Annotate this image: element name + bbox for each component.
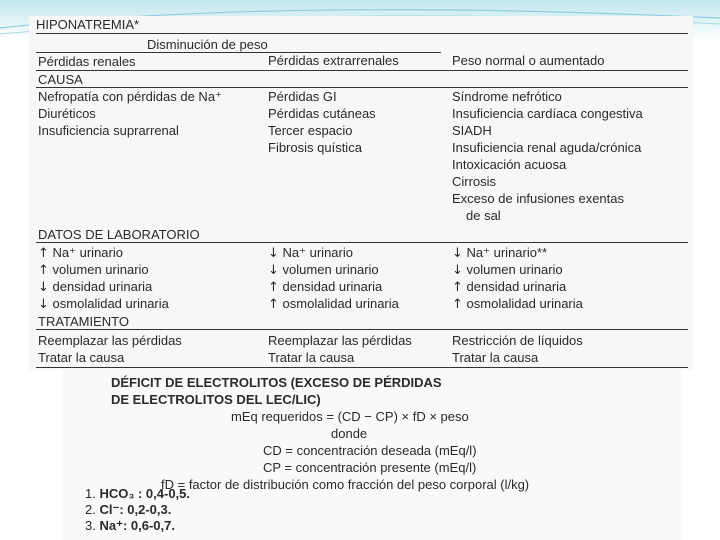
lab-rule — [36, 242, 688, 243]
causa-col3-item: Cirrosis — [452, 174, 497, 189]
hiponatremia-table-scan — [29, 16, 693, 370]
formula-fd-definition: fD = factor de distribución como fracción del peso corporal (l/kg) — [161, 477, 530, 492]
lab-arrow-icon: ↑ — [268, 297, 279, 312]
causa-col2-item: Tercer espacio — [268, 123, 353, 138]
tratamiento-rule — [36, 329, 688, 330]
causa-col3-item: de sal — [466, 208, 501, 223]
lab-arrow-icon: ↓ — [452, 263, 463, 278]
lab-arrow-icon: ↑ — [38, 246, 49, 261]
lab-col3-item: ↑ osmolalidad urinaria — [452, 296, 583, 312]
formula-cp-definition: CP = concentración presente (mEq/l) — [263, 460, 477, 475]
lab-col1-item: ↓ densidad urinaria — [38, 279, 153, 295]
causa-label: CAUSA — [38, 72, 83, 87]
header-rule — [36, 70, 688, 71]
lab-col3-item: ↓ Na⁺ urinario** — [452, 245, 548, 261]
causa-col3-item: Exceso de infusiones exentas — [452, 191, 624, 206]
span-header: Disminución de peso — [147, 37, 268, 52]
causa-col3-item: SIADH — [452, 123, 492, 138]
tratamiento-col3-item: Restricción de líquidos — [452, 333, 583, 348]
causa-col1-item: Insuficiencia suprarrenal — [38, 123, 179, 138]
lab-col1-item: ↑ Na⁺ urinario — [38, 245, 123, 261]
col3-header: Peso normal o aumentado — [452, 53, 605, 68]
tratamiento-col3-item: Tratar la causa — [452, 350, 539, 365]
electrolyte-deficit-scan — [63, 370, 681, 540]
tratamiento-col1-item: Reemplazar las pérdidas — [38, 333, 182, 348]
causa-col3-item: Síndrome nefrótico — [452, 89, 562, 104]
col1-header: Pérdidas renales — [38, 54, 136, 69]
lab-col3-item: ↓ volumen urinario — [452, 262, 563, 278]
lab-col2-item: ↑ osmolalidad urinaria — [268, 296, 399, 312]
lab-col1-item: ↑ volumen urinario — [38, 262, 149, 278]
formula-equation: mEq requeridos = (CD − CP) × fD × peso — [231, 409, 469, 424]
formula-list-item: 2. Cl⁻: 0,2-0,3. — [85, 502, 172, 517]
causa-col2-item: Pérdidas cutáneas — [268, 106, 376, 121]
tratamiento-label: TRATAMIENTO — [38, 314, 129, 329]
lab-col1-item: ↓ osmolalidad urinaria — [38, 296, 169, 312]
causa-col3-item: Insuficiencia renal aguda/crónica — [452, 140, 642, 155]
formula-cd-definition: CD = concentración deseada (mEq/l) — [263, 443, 477, 458]
table-bottom-rule — [36, 367, 688, 368]
table-title: HIPONATREMIA* — [36, 17, 140, 32]
lab-arrow-icon: ↓ — [38, 280, 49, 295]
lab-col3-item: ↑ densidad urinaria — [452, 279, 567, 295]
lab-arrow-icon: ↑ — [268, 280, 279, 295]
table-top-rule — [36, 33, 688, 34]
formula-donde: donde — [331, 426, 368, 441]
lab-arrow-icon: ↓ — [38, 297, 49, 312]
lab-arrow-icon: ↓ — [268, 263, 279, 278]
causa-col3-item: Intoxicación acuosa — [452, 157, 567, 172]
causa-col3-item: Insuficiencia cardíaca congestiva — [452, 106, 643, 121]
lab-arrow-icon: ↓ — [268, 246, 279, 261]
lab-arrow-icon: ↓ — [452, 246, 463, 261]
col2-header: Pérdidas extrarrenales — [268, 53, 399, 68]
causa-col1-item: Nefropatía con pérdidas de Na⁺ — [38, 89, 222, 104]
tratamiento-col2-item: Reemplazar las pérdidas — [268, 333, 412, 348]
formula-list-item: 1. HCO₃ : 0,4-0,5. — [85, 486, 191, 501]
lab-label: DATOS DE LABORATORIO — [38, 227, 200, 242]
causa-col2-item: Fibrosis quística — [268, 140, 362, 155]
lab-arrow-icon: ↑ — [452, 297, 463, 312]
lab-col2-item: ↓ Na⁺ urinario — [268, 245, 353, 261]
formula-list-item: 3. Na⁺: 0,6-0,7. — [85, 518, 175, 533]
tratamiento-col1-item: Tratar la causa — [38, 350, 125, 365]
causa-col2-item: Pérdidas GI — [268, 89, 337, 104]
formula-title-line1: DÉFICIT DE ELECTROLITOS (EXCESO DE PÉRDIDAS — [111, 375, 442, 390]
lab-col2-item: ↑ densidad urinaria — [268, 279, 383, 295]
causa-col1-item: Diuréticos — [38, 106, 96, 121]
formula-title-line2: DE ELECTROLITOS DEL LEC/LIC) — [111, 392, 321, 407]
lab-col2-item: ↓ volumen urinario — [268, 262, 379, 278]
tratamiento-col2-item: Tratar la causa — [268, 350, 355, 365]
lab-arrow-icon: ↑ — [38, 263, 49, 278]
lab-arrow-icon: ↑ — [452, 280, 463, 295]
